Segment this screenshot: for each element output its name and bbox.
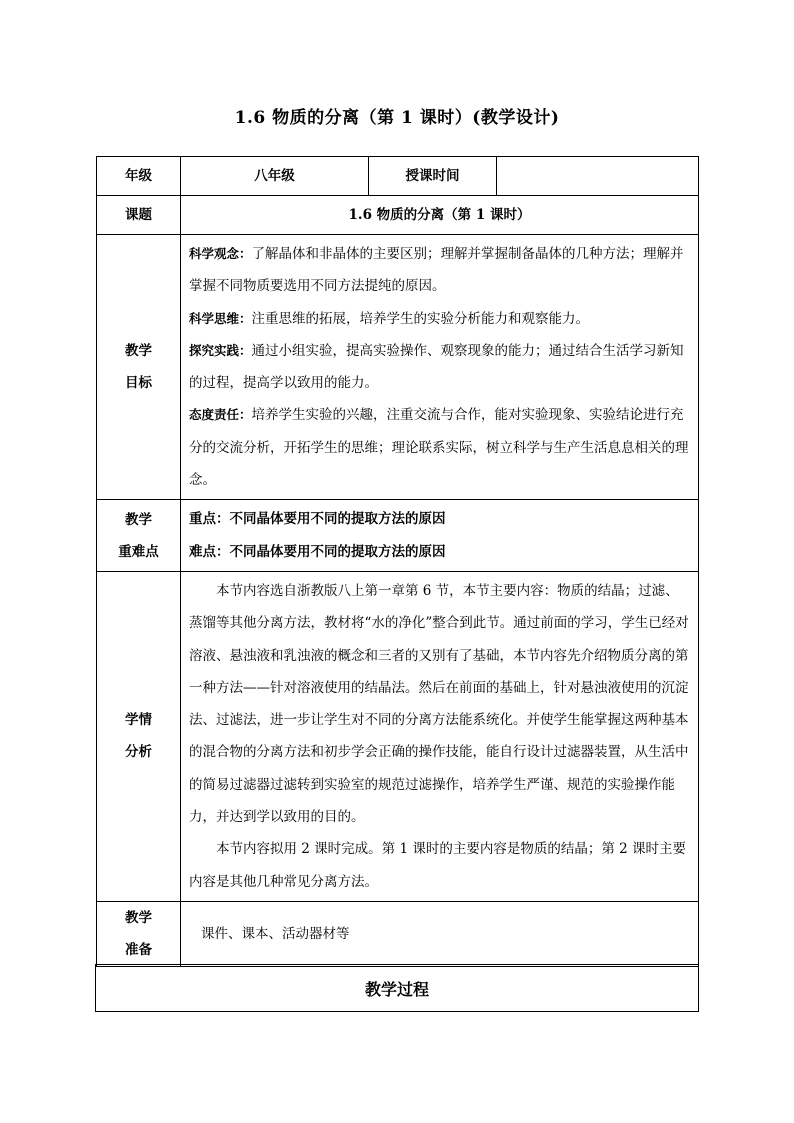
process-row [96,965,699,1012]
goal-item [189,399,690,496]
goals-label-line2: 目标 [125,375,152,392]
goal-text: 通过小组实验，提高实验操作、观察现象的能力；通过结合生活学习新知的过程，提高学以致用的能力。 [189,342,684,392]
key-points-label-line1: 教学 [125,511,152,528]
topic-value: 1.6 物质的分离（第 1 课时） [181,196,699,235]
process-heading: 教学过程 [96,965,699,1012]
topic-label: 课题 [97,196,181,235]
prep-content: 课件、课本、活动器材等 [181,901,699,966]
analysis-paragraph: 本节内容拟用 2 课时完成。第 1 课时的主要内容是物质的结晶；第 2 课时主要内容是其他几种常见分离方法。 [189,841,687,890]
goals-label [97,235,181,500]
analysis-label-line1: 学情 [125,712,152,729]
analysis-label [97,571,181,901]
analysis-label-line2: 分析 [125,744,152,761]
goals-content [181,235,699,500]
prep-label-line2: 准备 [125,941,152,958]
goal-text: 培养学生实验的兴趣，注重交流与合作，能对实验现象、实验结论进行充分的交流分析，开拓学生的思维；理论联系实际，树立科学与生产生活息息相关的理念。 [189,407,689,489]
key-points-row [97,500,699,572]
prep-label [97,901,181,966]
goals-label-line1: 教学 [125,343,152,360]
goal-text: 了解晶体和非晶体的主要区别；理解并掌握制备晶体的几种方法；理解并掌握不同物质要选用不同方法提纯的原因。 [189,246,684,295]
prep-row [97,901,699,966]
key-points-label [97,500,181,572]
analysis-content [181,571,699,901]
goal-item [189,303,690,335]
analysis-row [97,571,699,901]
grade-label: 年级 [97,157,181,196]
grade-value: 八年级 [181,157,369,196]
lesson-info-table [96,156,699,967]
topic-row [97,196,699,235]
time-label: 授课时间 [369,157,497,196]
goals-row [97,235,699,500]
goal-text: 注重思维的拓展，培养学生的实验分析能力和观察能力。 [251,310,590,327]
time-value [497,157,699,196]
key-point-item: 重点：不同晶体要用不同的提取方法的原因 [189,511,446,528]
goal-head: 科学思维： [189,310,252,326]
analysis-paragraph: 本节内容选自浙教版八上第一章第 6 节，本节主要内容：物质的结晶；过滤、蒸馏等其他分离方法，教材将“水的净化”整合到此节。通过前面的学习，学生已经对溶液、悬浊液和乳浊液的概念和三者的又别有了基础，本节内容先介绍物质分离的第一种方法——针对溶液使用的结晶法。然后在前面的基础上，针对悬浊液使用的沉淀法、过滤法，进一步让学生对不同的分离方法能系统化。并使学生能掌握这两种基本的混合物的分离方法和初步学会正确的操作技能，能自行设计过滤器装置，从生活中的简易过滤器过滤转到实验室的规范过滤操作，培养学生严谨、规范的实验操作能力，并达到学以致用的目的。 [189,582,689,826]
process-table [95,964,699,1012]
document-title: 1.6 物质的分离（第 1 课时）(教学设计) [234,108,560,128]
key-points-content [181,500,699,572]
goal-head: 探究实践： [189,342,252,358]
goal-item [189,238,690,303]
goal-head: 态度责任： [189,407,252,423]
goal-head: 科学观念： [189,246,252,261]
key-points-label-line2: 重难点 [118,543,159,560]
prep-label-line1: 教学 [125,909,152,926]
grade-row [97,157,699,196]
key-point-item: 难点：不同晶体要用不同的提取方法的原因 [189,543,446,560]
goal-item [189,335,690,400]
